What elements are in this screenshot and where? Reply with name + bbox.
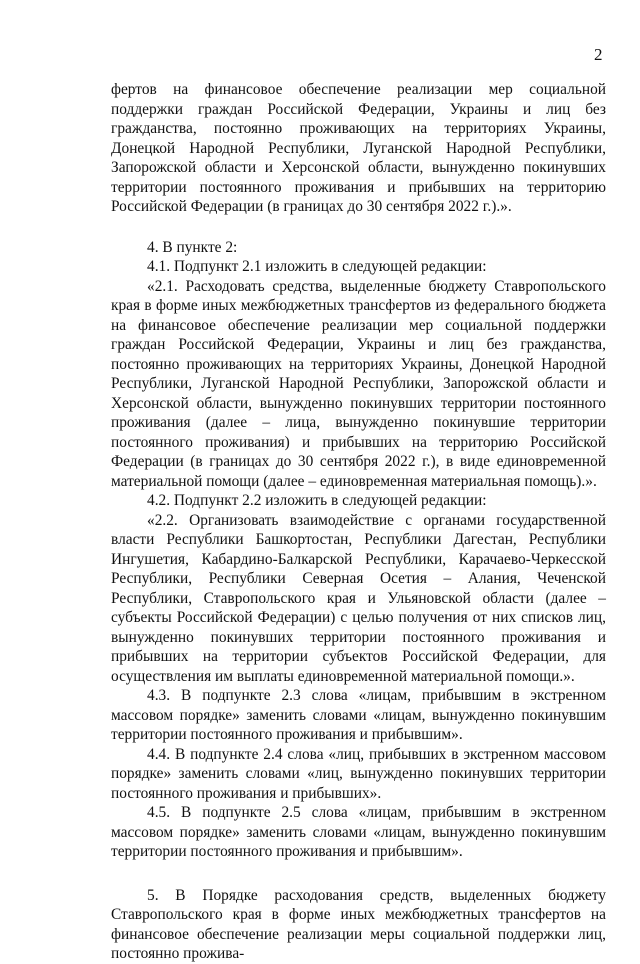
paragraph-item-4: 4. В пункте 2:: [147, 238, 238, 256]
document-body: [111, 80, 606, 964]
paragraph-quote-2-1: «2.1. Расходовать средства, выделенные бюджету Ставропольского края в форме иных межбюджетных трансфертов из федерального бюджета на финансовое обеспечение реализации мер социальной поддержки граждан Российской Федерации, Украины и лиц без гражданства, постоянно проживающих на территориях Украины, Донецкой Народной Республики, Луганской Народной Республики, Запорожской области и Херсонской области, вынужденно покинувших территории постоянного проживания (далее – лица, вынужденно покинувшие территории постоянного проживания) и прибывших на территорию Российской Федерации (в границах до 30 сентября 2022 г.), в виде единовременной материальной помощи (далее – единовременная материальная помощь).».: [111, 277, 606, 490]
paragraph-quote-2-2: «2.2. Организовать взаимодействие с органами государственной власти Республики Башкортостан, Республики Дагестан, Республики Ингушетия, Кабардино-Балкарской Республики, Карачаево-Черкесской Республики, Республики Северная Осетия – Алания, Чеченской Республики, Ставропольского края и Ульяновской области (далее – субъекты Российской Федерации) с целью получения от них списков лиц, вынужденно покинувших территории постоянного проживания и прибывших на территории субъектов Российской Федерации, для осуществления им выплаты единовременной материальной помощи.».: [111, 511, 606, 685]
paragraph-item-4-1: 4.1. Подпункт 2.1 изложить в следующей редакции:: [147, 258, 487, 275]
page-number: 2: [594, 45, 603, 64]
paragraph-item-4-3: 4.3. В подпункте 2.3 слова «лицам, прибывшим в экстренном массовом порядке» заменить словами «лицам, вынужденно покинувшим территории постоянного проживания и прибывшим».: [111, 687, 606, 743]
paragraph-item-5: 5. В Порядке расходования средств, выделенных бюджету Ставропольского края в форме иных межбюджетных трансфертов на финансовое обеспечение реализации меры социальной поддержки лиц, постоянно прожива-: [111, 886, 606, 962]
paragraph-item-4-2: 4.2. Подпункт 2.2 изложить в следующей редакции:: [147, 492, 487, 509]
paragraph-continuation: фертов на финансовое обеспечение реализации мер социальной поддержки граждан Российской Федерации, Украины и лиц без гражданства, постоянно проживающих на территориях Украины, Донецкой Народной Республики, Луганской Народной Республики, Запорожской области и Херсонской области, вынужденно покинувших территории постоянного проживания и прибывших на территорию Российской Федерации (в границах до 30 сентября 2022 г.).».: [111, 81, 606, 215]
paragraph-item-4-5: 4.5. В подпункте 2.5 слова «лицам, прибывшим в экстренном массовом порядке» заменить словами «лицам, вынужденно покинувшим территории постоянного проживания и прибывшим».: [111, 804, 606, 860]
paragraph-item-4-4: 4.4. В подпункте 2.4 слова «лиц, прибывших в экстренном массовом порядке» заменить словами «лиц, вынужденно покинувших территории постоянного проживания и прибывших».: [111, 745, 606, 802]
